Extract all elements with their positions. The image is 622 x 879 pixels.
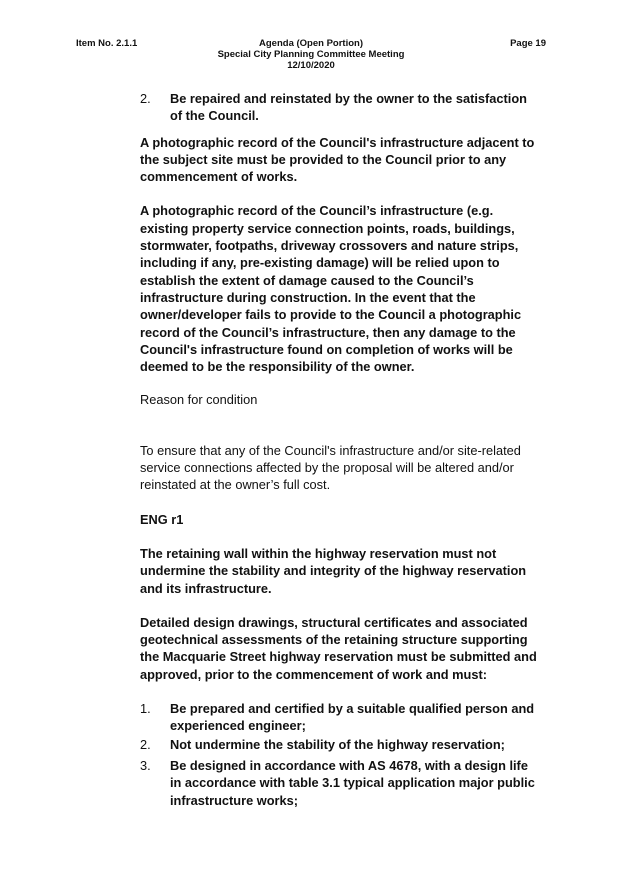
- page-number: Page 19: [510, 38, 546, 49]
- list-item: [140, 736, 540, 753]
- paragraph-design: Detailed design drawings, structural certificates and associated geotechnical assessments of the retaining structure supporting the Macquarie Street highway reservation must be submitted and approved, prior to the commencement of work and must:: [140, 614, 537, 682]
- requirements-list: [140, 700, 540, 809]
- list-item-number: 3.: [140, 757, 151, 773]
- meeting-title: Special City Planning Committee Meeting: [217, 49, 405, 60]
- reason-heading: Reason for condition: [140, 392, 258, 408]
- list-item: [140, 90, 540, 125]
- list-item-text: Not undermine the stability of the highway reservation;: [170, 736, 505, 752]
- meeting-date: 12/10/2020: [287, 60, 335, 71]
- agenda-title: Agenda (Open Portion): [259, 38, 363, 49]
- item-number: Item No. 2.1.1: [76, 38, 138, 49]
- list-item-number: 1.: [140, 701, 151, 717]
- paragraph-photo-record: A photographic record of the Council's infrastructure adjacent to the subject site must be provided to the Council prior to any commencement of works.: [140, 134, 535, 185]
- list-item-text: Be designed in accordance with AS 4678, with a design life in accordance with table 3.1 typical application major public infrastructure works;: [170, 757, 535, 808]
- list-item-number: 2.: [140, 736, 151, 752]
- reason-text: To ensure that any of the Council's infrastructure and/or site-related service connections affected by the proposal will be altered and/or reinstated at the owner’s full cost.: [140, 442, 521, 493]
- list-item-text: Be repaired and reinstated by the owner to the satisfaction of the Council.: [170, 91, 527, 124]
- list-item: [140, 757, 540, 809]
- paragraph-photo-detail: A photographic record of the Council’s infrastructure (e.g. existing property service connection points, roads, buildings, stormwater, footpaths, driveway crossovers and nature strips, including if any, pre-existing damage) will be relied upon to establish the extent of damage caused to the Council’s infrastructure during construction. In the event that the owner/developer fails to provide to the Council a photographic record of the Council’s infrastructure, then any damage to the Council's infrastructure found on completion of works will be deemed to be the responsibility of the owner.: [140, 203, 522, 375]
- list-item-text: Be prepared and certified by a suitable qualified person and experienced engineer;: [170, 701, 535, 734]
- eng-heading: ENG r1: [140, 511, 184, 527]
- paragraph-retaining-wall: The retaining wall within the highway reservation must not undermine the stability and integrity of the highway reservation and its infrastructure.: [140, 545, 527, 596]
- list-item: [140, 700, 540, 735]
- document-body: [140, 90, 540, 809]
- list-item-number: 2.: [140, 91, 151, 106]
